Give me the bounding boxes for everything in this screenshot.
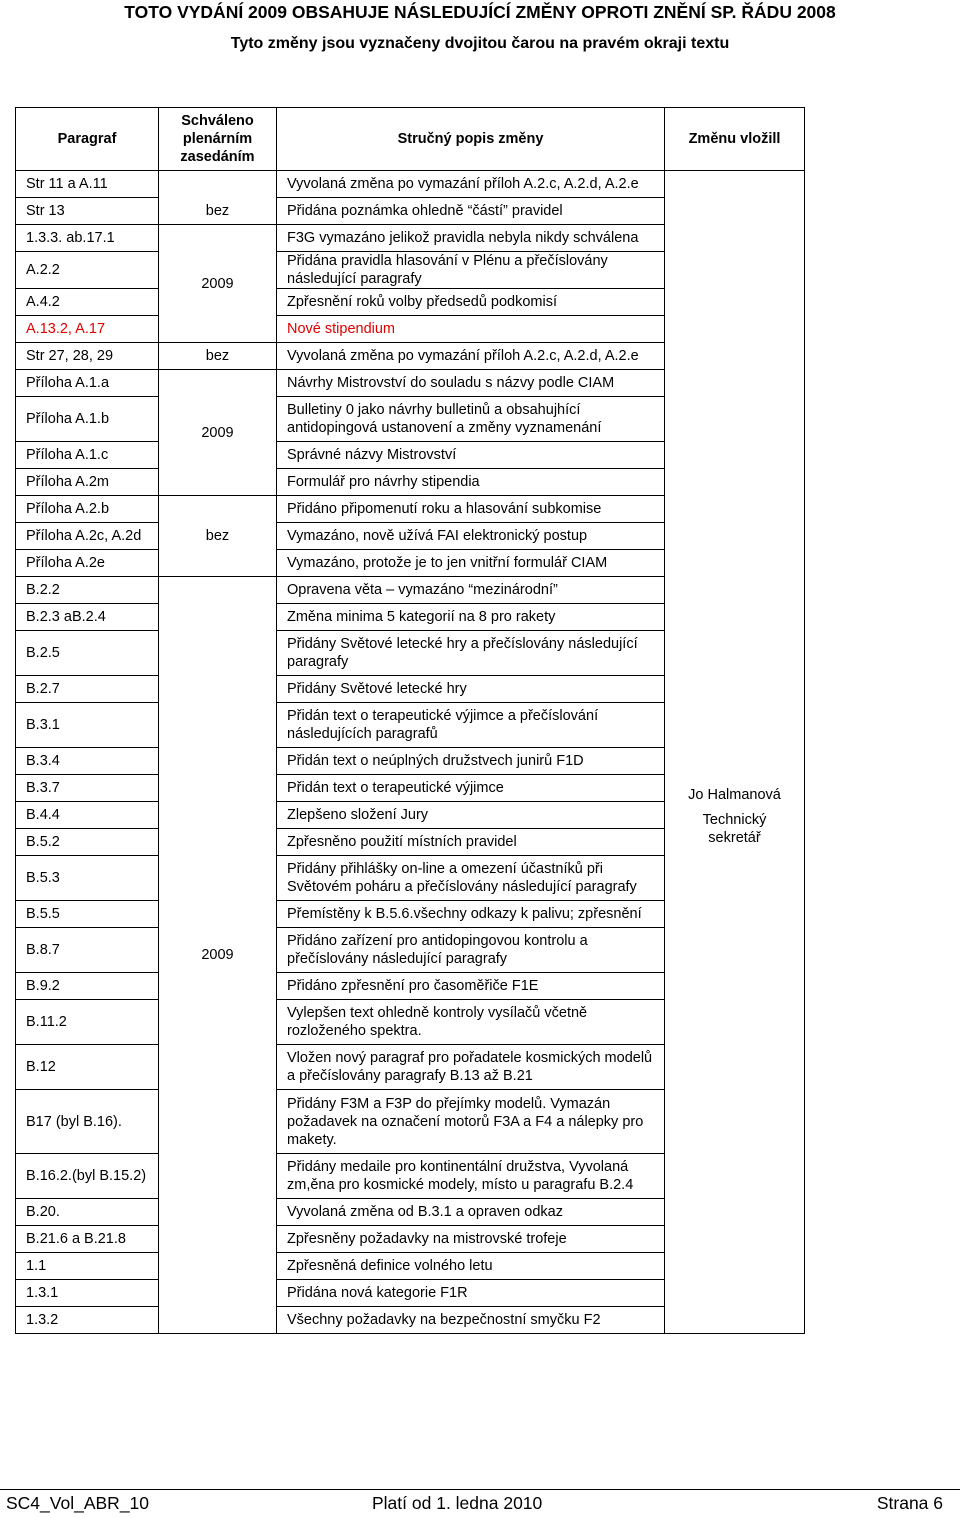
- popis-cell: Přidány přihlášky on-line a omezení účastníků při Světovém poháru a přečíslovány následující paragrafy: [277, 856, 665, 901]
- popis-cell: Vložen nový paragraf pro pořadatele kosmických modelů a přečíslovány paragrafy B.13 až B.21: [277, 1045, 665, 1090]
- popis-cell: Přidány F3M a F3P do přejímky modelů. Vymazán požadavek na označení motorů F3A a F4 a nálepky pro makety.: [277, 1090, 665, 1154]
- paragraf-cell: B.9.2: [16, 973, 159, 1000]
- popis-cell: Přidáno zařízení pro antidopingovou kontrolu a přečíslovány následující paragrafy: [277, 928, 665, 973]
- approval-cell: bez: [159, 496, 277, 577]
- popis-cell: Všechny požadavky na bezpečnostní smyčku F2: [277, 1307, 665, 1334]
- paragraf-cell: 1.1: [16, 1253, 159, 1280]
- popis-cell: Zpřesněná definice volného letu: [277, 1253, 665, 1280]
- footer-page-number: Strana 6: [876, 1493, 943, 1513]
- paragraf-cell: Str 13: [16, 198, 159, 225]
- popis-cell: Vyvolaná změna od B.3.1 a opraven odkaz: [277, 1199, 665, 1226]
- popis-cell: F3G vymazáno jelikož pravidla nebyla nikdy schválena: [277, 225, 665, 252]
- approval-cell: 2009: [159, 577, 277, 1334]
- popis-cell: Zpřesnění roků volby předsedů podkomisí: [277, 289, 665, 316]
- paragraf-cell: A.4.2: [16, 289, 159, 316]
- paragraf-cell: Příloha A.2m: [16, 469, 159, 496]
- paragraf-cell: Příloha A.2c, A.2d: [16, 523, 159, 550]
- paragraf-cell: 1.3.3. ab.17.1: [16, 225, 159, 252]
- paragraf-cell: A.2.2: [16, 252, 159, 289]
- popis-cell: Nové stipendium: [277, 316, 665, 343]
- author-role: Technický sekretář: [702, 812, 767, 846]
- paragraf-cell: Příloha A.1.b: [16, 397, 159, 442]
- popis-cell: Přidány Světové letecké hry a přečíslovány následující paragrafy: [277, 631, 665, 676]
- popis-cell: Zlepšeno složení Jury: [277, 802, 665, 829]
- header-paragraf: Paragraf: [16, 108, 159, 171]
- popis-cell: Přidán text o terapeutické výjimce: [277, 775, 665, 802]
- paragraf-cell: 1.3.1: [16, 1280, 159, 1307]
- paragraf-cell: B.3.1: [16, 703, 159, 748]
- paragraf-cell: B.11.2: [16, 1000, 159, 1045]
- document-subtitle: Tyto změny jsou vyznačeny dvojitou čarou na pravém okraji textu: [230, 35, 730, 52]
- approval-cell: 2009: [159, 370, 277, 496]
- popis-cell: Přidána pravidla hlasování v Plénu a přečíslovány následující paragrafy: [277, 252, 665, 289]
- footer-doc-id: SC4_Vol_ABR_10: [6, 1493, 150, 1513]
- popis-cell: Přidán text o terapeutické výjimce a přečíslování následujících paragrafů: [277, 703, 665, 748]
- paragraf-cell: B.20.: [16, 1199, 159, 1226]
- popis-cell: Vylepšen text ohledně kontroly vysílačů včetně rozloženého spektra.: [277, 1000, 665, 1045]
- author-name: Jo Halmanová: [688, 787, 781, 803]
- paragraf-cell: Příloha A.2e: [16, 550, 159, 577]
- paragraf-cell: B.4.4: [16, 802, 159, 829]
- changes-table: [15, 107, 805, 1334]
- popis-cell: Vymazáno, nově užívá FAI elektronický postup: [277, 523, 665, 550]
- popis-cell: Opravena věta – vymazáno “mezinárodní”: [277, 577, 665, 604]
- paragraf-cell: 1.3.2: [16, 1307, 159, 1334]
- popis-cell: Přidán text o neúplných družstvech junirů F1D: [277, 748, 665, 775]
- approval-cell: 2009: [159, 225, 277, 343]
- paragraf-cell: B.5.5: [16, 901, 159, 928]
- header-schvaleno: Schváleno plenárním zasedáním: [159, 108, 277, 171]
- paragraf-cell: B.5.3: [16, 856, 159, 901]
- popis-cell: Přidány medaile pro kontinentální družstva, Vyvolaná zm,ěna pro kosmické modely, místo u paragrafu B.2.4: [277, 1154, 665, 1199]
- popis-cell: Zpřesněno použití místních pravidel: [277, 829, 665, 856]
- popis-cell: Přidána poznámka ohledně “částí” pravidel: [277, 198, 665, 225]
- author-cell: [665, 171, 805, 1334]
- paragraf-cell: B.8.7: [16, 928, 159, 973]
- paragraf-cell: Příloha A.2.b: [16, 496, 159, 523]
- paragraf-cell: Příloha A.1.c: [16, 442, 159, 469]
- footer-divider: [0, 1489, 960, 1490]
- paragraf-cell: B.2.3 aB.2.4: [16, 604, 159, 631]
- paragraf-cell: B.2.2: [16, 577, 159, 604]
- paragraf-cell: B17 (byl B.16).: [16, 1090, 159, 1154]
- popis-cell: Vyvolaná změna po vymazání příloh A.2.c, A.2.d, A.2.e: [277, 171, 665, 198]
- paragraf-cell: B.12: [16, 1045, 159, 1090]
- paragraf-cell: B.3.7: [16, 775, 159, 802]
- header-vlozil: Změnu vložill: [665, 108, 805, 171]
- table-header-row: [16, 108, 805, 171]
- paragraf-cell: Str 27, 28, 29: [16, 343, 159, 370]
- paragraf-cell: Str 11 a A.11: [16, 171, 159, 198]
- approval-cell: bez: [159, 171, 277, 225]
- popis-cell: Přemístěny k B.5.6.všechny odkazy k palivu; zpřesnění: [277, 901, 665, 928]
- paragraf-cell: B.16.2.(byl B.15.2): [16, 1154, 159, 1199]
- document-title: TOTO VYDÁNÍ 2009 OBSAHUJE NÁSLEDUJÍCÍ ZMĚNY OPROTI ZNĚNÍ SP. ŘÁDU 2008: [124, 2, 836, 22]
- paragraf-cell: Příloha A.1.a: [16, 370, 159, 397]
- table-row: [16, 171, 805, 198]
- popis-cell: Vyvolaná změna po vymazání příloh A.2.c, A.2.d, A.2.e: [277, 343, 665, 370]
- popis-cell: Bulletiny 0 jako návrhy bulletinů a obsahujhící antidopingová ustanovení a změny vyznamenání: [277, 397, 665, 442]
- popis-cell: Přidány Světové letecké hry: [277, 676, 665, 703]
- paragraf-cell: B.2.5: [16, 631, 159, 676]
- popis-cell: Přidáno připomenutí roku a hlasování subkomise: [277, 496, 665, 523]
- approval-cell: bez: [159, 343, 277, 370]
- popis-cell: Přidána nová kategorie F1R: [277, 1280, 665, 1307]
- popis-cell: Formulář pro návrhy stipendia: [277, 469, 665, 496]
- paragraf-cell: A.13.2, A.17: [16, 316, 159, 343]
- popis-cell: Správné názvy Mistrovství: [277, 442, 665, 469]
- popis-cell: Zpřesněny požadavky na mistrovské trofeje: [277, 1226, 665, 1253]
- header-popis: Stručný popis změny: [277, 108, 665, 171]
- paragraf-cell: B.21.6 a B.21.8: [16, 1226, 159, 1253]
- footer-valid-from: Platí od 1. ledna 2010: [372, 1493, 543, 1513]
- popis-cell: Změna minima 5 kategorií na 8 pro rakety: [277, 604, 665, 631]
- paragraf-cell: B.2.7: [16, 676, 159, 703]
- popis-cell: Návrhy Mistrovství do souladu s názvy podle CIAM: [277, 370, 665, 397]
- paragraf-cell: B.3.4: [16, 748, 159, 775]
- popis-cell: Vymazáno, protože je to jen vnitřní formulář CIAM: [277, 550, 665, 577]
- paragraf-cell: B.5.2: [16, 829, 159, 856]
- popis-cell: Přidáno zpřesnění pro časoměřiče F1E: [277, 973, 665, 1000]
